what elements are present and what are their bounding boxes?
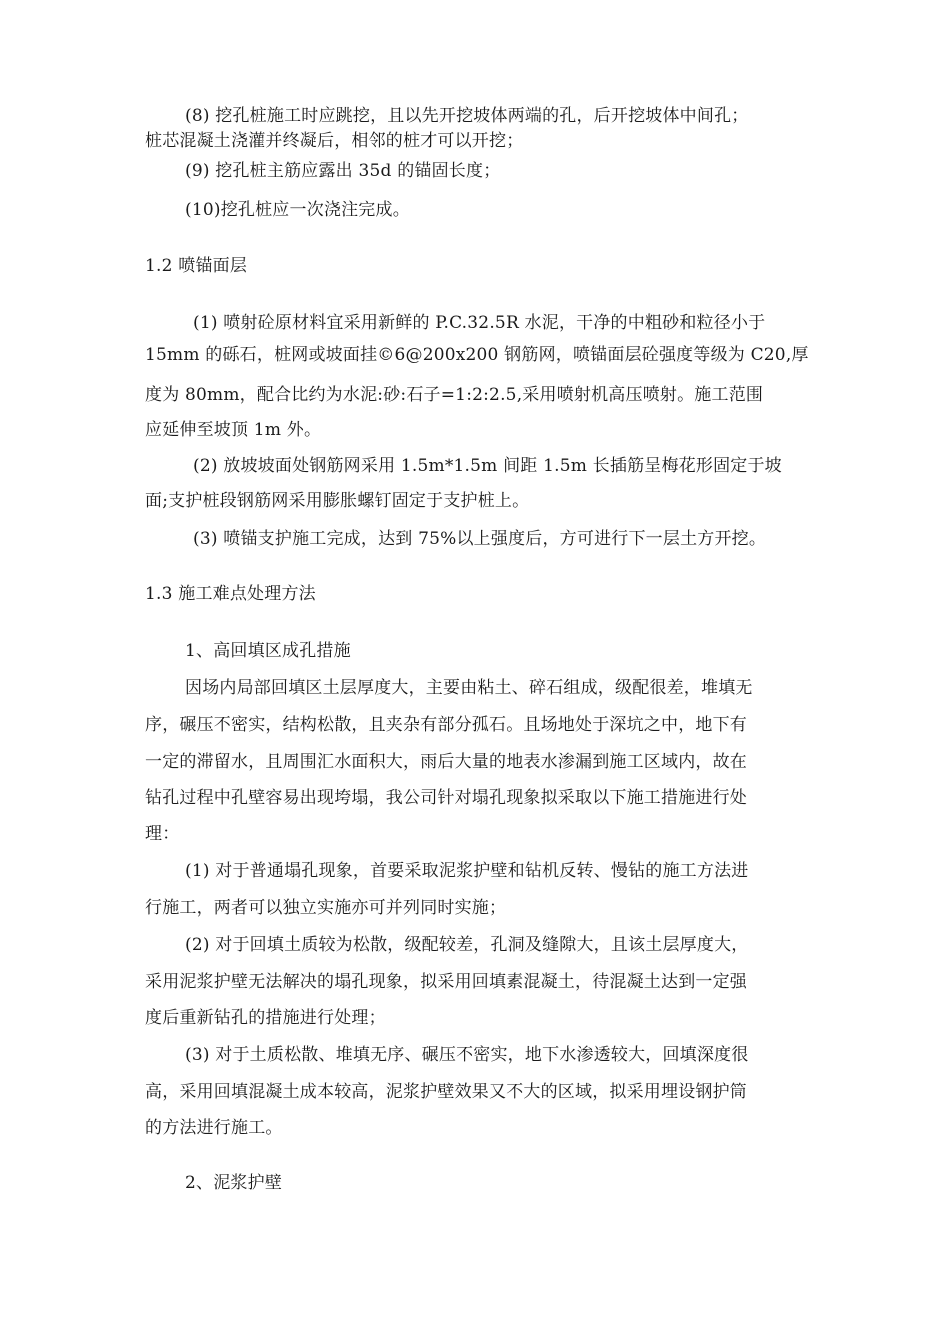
- text-line: (1) 对于普通塌孔现象，首要采取泥浆护壁和钻机反转、慢钻的施工方法进: [185, 861, 749, 881]
- text-line: 钻孔过程中孔壁容易出现垮塌，我公司针对塌孔现象拟采取以下施工措施进行处: [145, 788, 747, 808]
- text-line: (2) 放坡坡面处钢筋网采用 1.5m*1.5m 间距 1.5m 长插筋呈梅花形固定于坡: [193, 456, 782, 476]
- text-line: 理：: [145, 824, 180, 844]
- text-line: 高，采用回填混凝土成本较高，泥浆护壁效果又不大的区域，拟采用埋设钢护筒: [145, 1082, 747, 1102]
- text-line: (2) 对于回填土质较为松散，级配较差，孔洞及缝隙大，且该土层厚度大，: [185, 935, 749, 955]
- text-line: 的方法进行施工。: [145, 1118, 283, 1138]
- text-line: 采用泥浆护壁无法解决的塌孔现象，拟采用回填素混凝土，待混凝土达到一定强: [145, 972, 747, 992]
- text-line: (9) 挖孔桩主筋应露出 35d 的锚固长度；: [185, 161, 501, 181]
- text-line: 应延伸至坡顶 1m 外。: [145, 420, 322, 440]
- text-line: 度为 80mm，配合比约为水泥:砂:石子=1:2:2.5,采用喷射机高压喷射。施工范围: [145, 385, 764, 405]
- text-line: 桩芯混凝土浇灌并终凝后，相邻的桩才可以开挖；: [145, 131, 524, 151]
- text-line: (3) 喷锚支护施工完成，达到 75%以上强度后，方可进行下一层土方开挖。: [193, 529, 767, 549]
- text-line: (8) 挖孔桩施工时应跳挖，且以先开挖坡体两端的孔，后开挖坡体中间孔；: [185, 106, 749, 126]
- text-line: 一定的滞留水，且周围汇水面积大，雨后大量的地表水渗漏到施工区域内，故在: [145, 752, 747, 772]
- subsection-heading: 1、高回填区成孔措施: [185, 641, 351, 661]
- text-line: (3) 对于土质松散、堆填无序、碾压不密实，地下水渗透较大，回填深度很: [185, 1045, 749, 1065]
- text-line: 因场内局部回填区土层厚度大，主要由粘土、碎石组成，级配很差，堆填无: [185, 678, 753, 698]
- text-line: 度后重新钻孔的措施进行处理；: [145, 1008, 386, 1028]
- text-line: (10)挖孔桩应一次浇注完成。: [185, 200, 410, 220]
- text-line: 面;支护桩段钢筋网采用膨胀螺钉固定于支护桩上。: [145, 491, 530, 511]
- section-heading: 1.2 喷锚面层: [145, 256, 248, 276]
- text-line: (1) 喷射砼原材料宜采用新鲜的 P.C.32.5R 水泥，干净的中粗砂和粒径小于: [193, 313, 766, 333]
- text-line: 15mm 的砾石，桩网或坡面挂©6@200x200 钢筋网，喷锚面层砼强度等级为 C20,厚: [145, 345, 809, 365]
- text-line: 行施工，两者可以独立实施亦可并列同时实施；: [145, 898, 507, 918]
- section-heading: 1.3 施工难点处理方法: [145, 584, 316, 604]
- subsection-heading: 2、泥浆护壁: [185, 1173, 283, 1193]
- text-line: 序，碾压不密实，结构松散，且夹杂有部分孤石。且场地处于深坑之中，地下有: [145, 715, 747, 735]
